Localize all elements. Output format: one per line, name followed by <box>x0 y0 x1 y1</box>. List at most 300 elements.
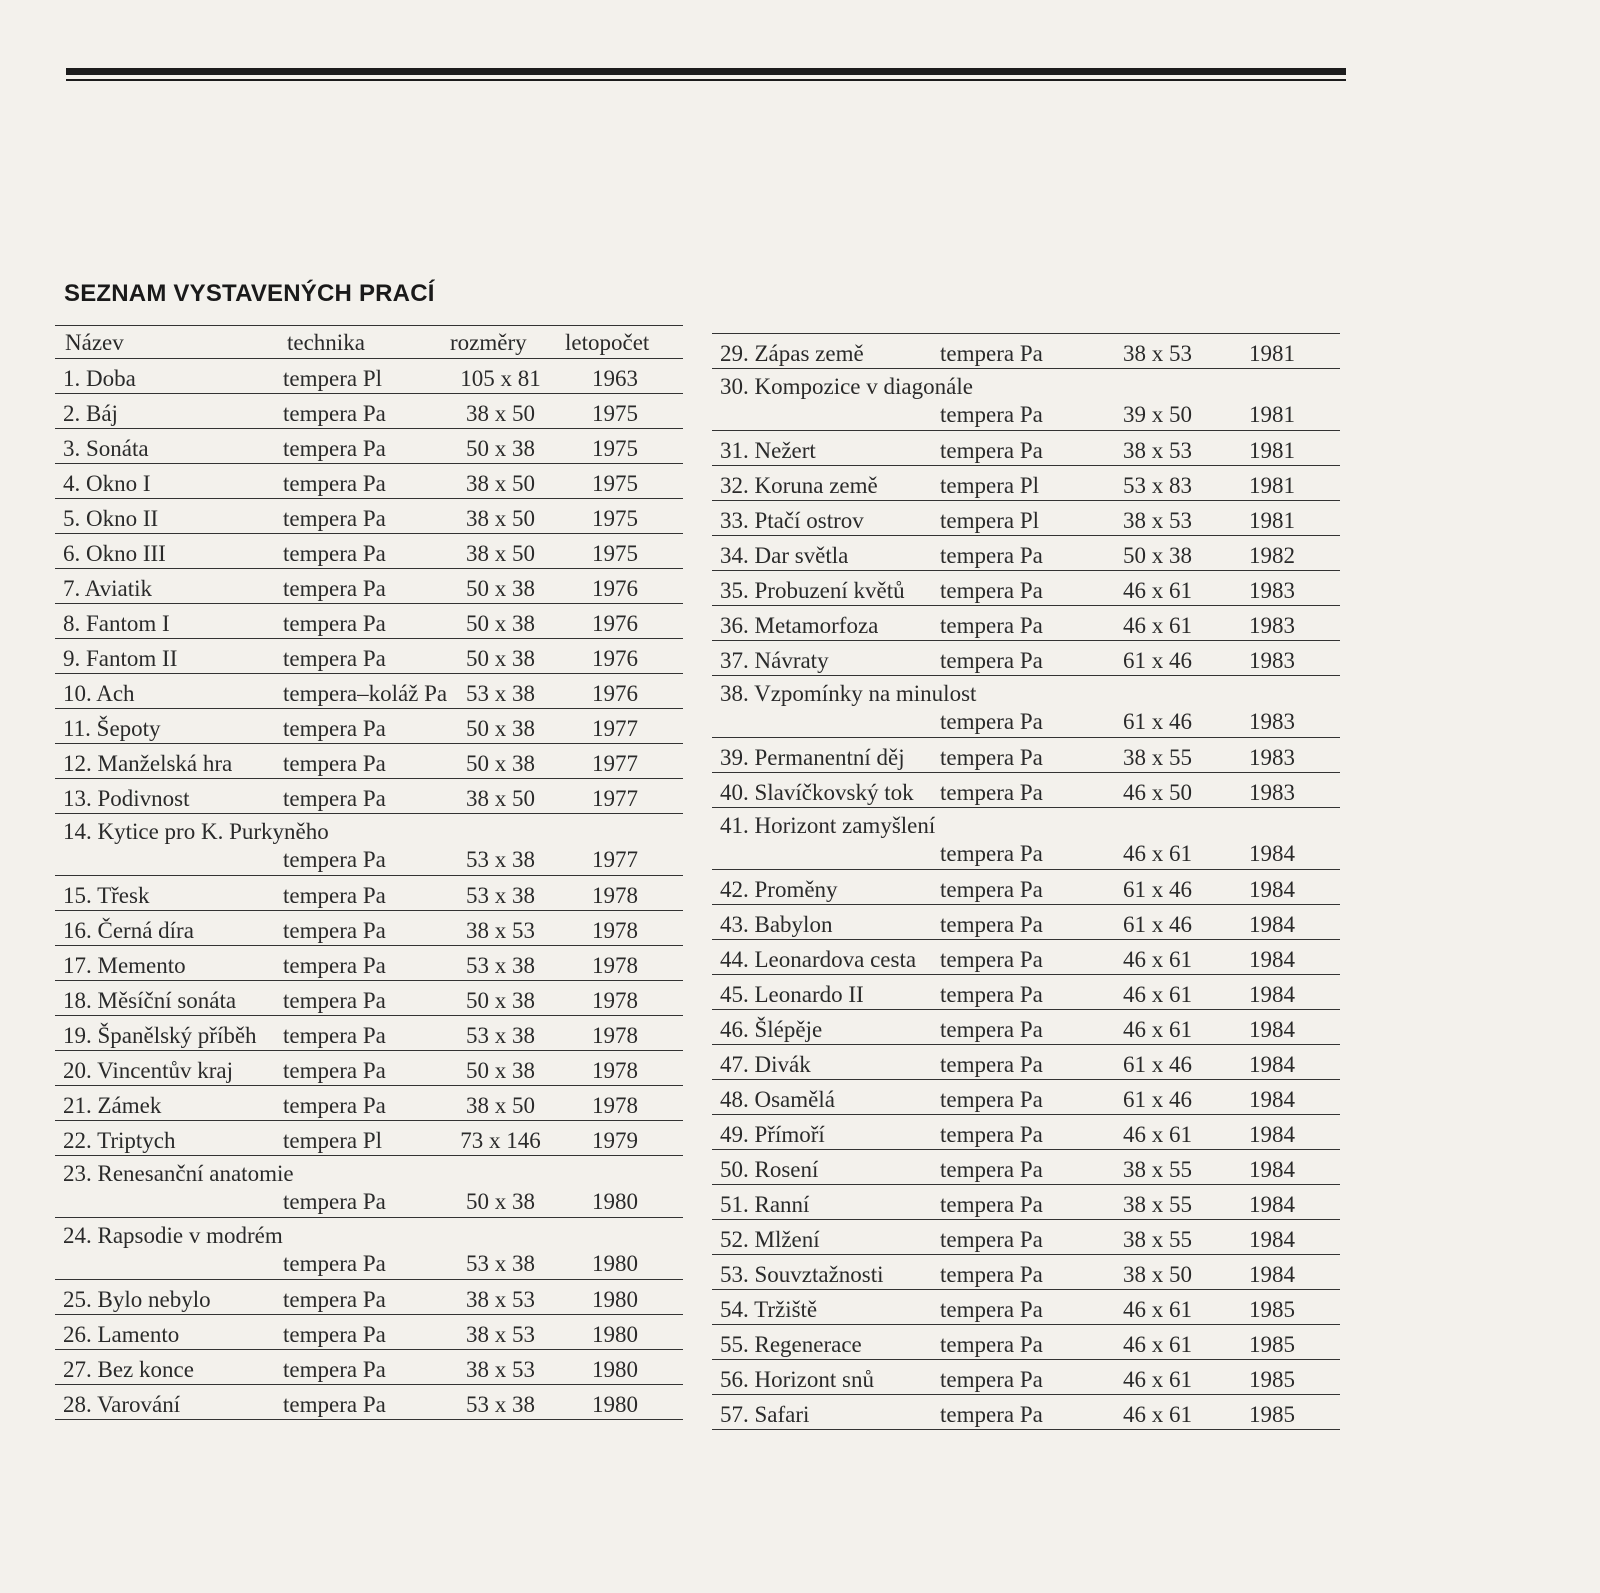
work-size: 38 x 50 <box>466 541 535 566</box>
work-name: Rosení <box>754 1157 819 1182</box>
work-technique: tempera Pa <box>283 751 386 776</box>
work-name: Nežert <box>754 438 816 463</box>
work-title <box>63 612 170 635</box>
work-year: 1984 <box>1249 982 1295 1007</box>
work-technique: tempera Pl <box>940 473 1039 498</box>
table-row <box>55 1016 683 1051</box>
work-size: 46 x 61 <box>1123 613 1192 638</box>
work-technique: tempera Pl <box>283 1128 382 1153</box>
table-row <box>712 738 1340 773</box>
work-number: 14. <box>63 819 92 844</box>
table-row <box>712 1150 1340 1185</box>
work-name: Vincentův kraj <box>97 1058 234 1083</box>
work-title <box>720 983 864 1006</box>
work-number: 57. <box>720 1402 749 1427</box>
work-number: 11. <box>63 716 91 741</box>
work-number: 31. <box>720 438 749 463</box>
work-number: 48. <box>720 1087 749 1112</box>
work-name: Renesanční anatomie <box>97 1161 294 1186</box>
work-size: 46 x 61 <box>1123 982 1192 1007</box>
work-year: 1975 <box>592 471 638 496</box>
work-title <box>63 989 236 1012</box>
work-year: 1978 <box>592 988 638 1013</box>
work-number: 22. <box>63 1128 92 1153</box>
work-size: 38 x 55 <box>1123 1227 1192 1252</box>
work-title <box>720 1403 809 1426</box>
work-number: 53. <box>720 1262 749 1287</box>
work-year: 1984 <box>1249 1227 1295 1252</box>
work-name: Dar světla <box>754 543 849 568</box>
work-number: 13. <box>63 786 92 811</box>
work-technique: tempera Pa <box>940 745 1043 770</box>
work-size: 38 x 50 <box>466 786 535 811</box>
table-row <box>55 429 683 464</box>
work-name: Tržiště <box>754 1297 818 1322</box>
work-title <box>63 820 329 843</box>
work-technique: tempera Pa <box>940 1332 1043 1357</box>
table-row <box>712 1115 1340 1150</box>
work-year: 1978 <box>592 1058 638 1083</box>
work-title <box>63 577 152 600</box>
work-title <box>63 1224 283 1247</box>
work-title <box>63 647 177 670</box>
work-name: Leonardova cesta <box>754 947 917 972</box>
work-title <box>63 1059 233 1082</box>
table-row <box>55 534 683 569</box>
work-title <box>63 1129 175 1152</box>
work-size: 38 x 55 <box>1123 1157 1192 1182</box>
work-technique: tempera Pa <box>283 786 386 811</box>
work-technique: tempera Pa <box>940 1157 1043 1182</box>
work-number: 3. <box>63 436 81 461</box>
work-year: 1984 <box>1249 1017 1295 1042</box>
work-title <box>63 1162 294 1185</box>
work-year: 1980 <box>592 1251 638 1276</box>
table-row <box>55 1051 683 1086</box>
work-size: 46 x 50 <box>1123 780 1192 805</box>
table-row <box>712 1045 1340 1080</box>
work-name: Horizont snů <box>754 1367 874 1392</box>
work-number: 42. <box>720 877 749 902</box>
work-year: 1975 <box>592 506 638 531</box>
work-name: Triptych <box>97 1128 176 1153</box>
work-size: 61 x 46 <box>1123 648 1192 673</box>
work-size: 61 x 46 <box>1123 877 1192 902</box>
header-year: letopočet <box>565 330 650 355</box>
work-number: 46. <box>720 1017 749 1042</box>
work-technique: tempera Pa <box>283 611 386 636</box>
work-size: 73 x 146 <box>460 1128 541 1153</box>
work-number: 2. <box>63 401 81 426</box>
work-year: 1980 <box>592 1287 638 1312</box>
work-title <box>720 682 976 705</box>
table-row <box>712 1360 1340 1395</box>
work-title <box>720 544 848 567</box>
work-title <box>63 1024 257 1047</box>
top-rule-thin <box>66 79 1346 81</box>
table-row <box>712 773 1340 808</box>
work-title <box>63 682 135 705</box>
work-name: Horizont zamyšlení <box>754 813 936 838</box>
work-title <box>63 1323 179 1346</box>
work-title <box>63 919 194 942</box>
rows-right <box>712 334 1340 1430</box>
work-technique: tempera Pa <box>940 947 1043 972</box>
work-size: 38 x 53 <box>1123 508 1192 533</box>
work-technique: tempera Pa <box>283 1392 386 1417</box>
table-row <box>712 501 1340 536</box>
work-name: Šepoty <box>96 716 161 741</box>
work-name: Lamento <box>97 1322 180 1347</box>
rows-left <box>55 359 683 1420</box>
header-name: Název <box>65 330 124 355</box>
work-number: 6. <box>63 541 81 566</box>
work-size: 50 x 38 <box>466 716 535 741</box>
work-number: 30. <box>720 374 749 399</box>
table-row <box>55 639 683 674</box>
work-name: Podivnost <box>97 786 190 811</box>
table-row <box>712 676 1340 738</box>
work-title <box>720 375 973 398</box>
work-number: 55. <box>720 1332 749 1357</box>
table-row <box>712 1290 1340 1325</box>
work-number: 5. <box>63 506 81 531</box>
table-row <box>712 466 1340 501</box>
table-row <box>712 334 1340 369</box>
work-year: 1981 <box>1249 341 1295 366</box>
work-name: Safari <box>754 1402 810 1427</box>
work-number: 45. <box>720 982 749 1007</box>
work-number: 9. <box>63 646 81 671</box>
work-technique: tempera Pa <box>283 1189 386 1214</box>
work-size: 46 x 61 <box>1123 1367 1192 1392</box>
work-name: Varování <box>97 1392 181 1417</box>
table-row <box>55 1280 683 1315</box>
top-rule-thick <box>66 68 1346 75</box>
table-row <box>55 814 683 876</box>
work-year: 1985 <box>1249 1297 1295 1322</box>
work-name: Metamorfoza <box>754 613 879 638</box>
table-header <box>55 325 683 359</box>
work-technique: tempera Pa <box>283 953 386 978</box>
work-name: Bez konce <box>97 1357 194 1382</box>
table-row <box>55 499 683 534</box>
work-year: 1983 <box>1249 745 1295 770</box>
work-year: 1983 <box>1249 780 1295 805</box>
work-title <box>720 1228 820 1251</box>
work-technique: tempera Pa <box>940 1087 1043 1112</box>
work-size: 53 x 38 <box>466 1251 535 1276</box>
work-size: 38 x 50 <box>466 1093 535 1118</box>
work-technique: tempera Pa <box>283 918 386 943</box>
work-size: 38 x 53 <box>466 1287 535 1312</box>
work-number: 17. <box>63 953 92 978</box>
work-size: 105 x 81 <box>460 366 541 391</box>
work-number: 21. <box>63 1093 92 1118</box>
table-row <box>55 674 683 709</box>
work-number: 12. <box>63 751 92 776</box>
work-number: 37. <box>720 648 749 673</box>
work-year: 1984 <box>1249 912 1295 937</box>
work-title <box>63 1393 180 1416</box>
work-name: Manželská hra <box>97 751 233 776</box>
work-technique: tempera Pa <box>940 543 1043 568</box>
work-year: 1975 <box>592 541 638 566</box>
work-title <box>63 1094 161 1117</box>
work-technique: tempera Pa <box>283 1357 386 1382</box>
work-technique: tempera Pa <box>940 1017 1043 1042</box>
work-size: 38 x 50 <box>466 471 535 496</box>
table-row <box>712 369 1340 431</box>
work-title <box>720 1053 811 1076</box>
table-row <box>55 946 683 981</box>
work-year: 1984 <box>1249 1122 1295 1147</box>
work-title <box>720 878 838 901</box>
work-title <box>720 781 914 804</box>
work-size: 50 x 38 <box>466 988 535 1013</box>
work-technique: tempera Pa <box>940 578 1043 603</box>
work-number: 10. <box>63 681 92 706</box>
work-technique: tempera Pa <box>940 780 1043 805</box>
work-year: 1963 <box>592 366 638 391</box>
work-technique: tempera Pa <box>283 988 386 1013</box>
work-name: Souvztažnosti <box>754 1262 884 1287</box>
table-row <box>55 1350 683 1385</box>
work-year: 1978 <box>592 953 638 978</box>
work-year: 1978 <box>592 1093 638 1118</box>
work-year: 1984 <box>1249 1087 1295 1112</box>
work-year: 1981 <box>1249 402 1295 427</box>
work-year: 1985 <box>1249 1367 1295 1392</box>
work-technique: tempera Pa <box>940 877 1043 902</box>
work-technique: tempera Pa <box>940 613 1043 638</box>
table-row <box>712 870 1340 905</box>
work-name: Bylo nebylo <box>97 1287 211 1312</box>
work-year: 1976 <box>592 646 638 671</box>
work-size: 38 x 53 <box>1123 438 1192 463</box>
work-size: 38 x 50 <box>1123 1262 1192 1287</box>
work-year: 1978 <box>592 1023 638 1048</box>
work-title <box>63 472 151 495</box>
table-row <box>712 905 1340 940</box>
work-title <box>63 437 149 460</box>
work-year: 1980 <box>592 1322 638 1347</box>
work-year: 1982 <box>1249 543 1295 568</box>
work-number: 40. <box>720 780 749 805</box>
work-size: 38 x 50 <box>466 401 535 426</box>
work-name: Mlžení <box>754 1227 820 1252</box>
work-number: 18. <box>63 988 92 1013</box>
work-title <box>63 1358 194 1381</box>
work-year: 1981 <box>1249 438 1295 463</box>
work-technique: tempera Pa <box>283 1251 386 1276</box>
table-row <box>55 394 683 429</box>
work-number: 54. <box>720 1297 749 1322</box>
page-title: SEZNAM VYSTAVENÝCH PRACÍ <box>64 280 435 307</box>
table-row <box>712 975 1340 1010</box>
work-name: Regenerace <box>754 1332 862 1357</box>
work-name: Černá díra <box>97 918 194 943</box>
work-technique: tempera Pa <box>283 883 386 908</box>
work-technique: tempera Pl <box>940 508 1039 533</box>
work-title <box>720 913 832 936</box>
work-year: 1976 <box>592 681 638 706</box>
table-row <box>712 1010 1340 1045</box>
work-title <box>63 1288 211 1311</box>
work-title <box>720 948 916 971</box>
work-title <box>720 649 829 672</box>
table-row <box>55 981 683 1016</box>
work-name: Babylon <box>754 912 833 937</box>
work-year: 1980 <box>592 1357 638 1382</box>
work-name: Ptačí ostrov <box>754 508 864 533</box>
work-year: 1976 <box>592 611 638 636</box>
work-technique: tempera Pa <box>283 1322 386 1347</box>
work-name: Návraty <box>754 648 829 673</box>
work-name: Fantom II <box>86 646 178 671</box>
work-size: 50 x 38 <box>466 751 535 776</box>
work-size: 50 x 38 <box>466 611 535 636</box>
work-technique: tempera Pa <box>940 912 1043 937</box>
work-name: Rapsodie v modrém <box>97 1223 283 1248</box>
work-name: Permanentní děj <box>754 745 905 770</box>
work-name: Báj <box>86 401 118 426</box>
work-name: Divák <box>754 1052 811 1077</box>
work-year: 1985 <box>1249 1402 1295 1427</box>
work-year: 1984 <box>1249 841 1295 866</box>
work-size: 38 x 53 <box>1123 341 1192 366</box>
header-size: rozměry <box>450 330 527 355</box>
work-technique: tempera Pa <box>940 1227 1043 1252</box>
work-size: 50 x 38 <box>466 1058 535 1083</box>
work-year: 1985 <box>1249 1332 1295 1357</box>
work-technique: tempera Pa <box>283 471 386 496</box>
work-year: 1978 <box>592 883 638 908</box>
work-technique: tempera Pl <box>283 366 382 391</box>
work-name: Proměny <box>754 877 838 902</box>
work-year: 1977 <box>592 716 638 741</box>
work-size: 53 x 38 <box>466 953 535 978</box>
work-size: 38 x 55 <box>1123 1192 1192 1217</box>
work-technique: tempera Pa <box>940 1052 1043 1077</box>
work-year: 1983 <box>1249 648 1295 673</box>
table-row <box>712 571 1340 606</box>
work-name: Šlépěje <box>754 1017 823 1042</box>
work-year: 1980 <box>592 1189 638 1214</box>
work-technique: tempera Pa <box>940 1367 1043 1392</box>
work-number: 47. <box>720 1052 749 1077</box>
work-number: 19. <box>63 1023 92 1048</box>
work-number: 52. <box>720 1227 749 1252</box>
work-title <box>720 439 816 462</box>
table-row <box>55 359 683 394</box>
table-row <box>55 744 683 779</box>
work-number: 50. <box>720 1157 749 1182</box>
work-number: 8. <box>63 611 81 636</box>
work-number: 20. <box>63 1058 92 1083</box>
work-technique: tempera Pa <box>940 648 1043 673</box>
work-size: 53 x 38 <box>466 1023 535 1048</box>
work-name: Ach <box>96 681 135 706</box>
work-title <box>63 884 149 907</box>
work-number: 7. <box>63 576 81 601</box>
work-technique: tempera Pa <box>283 1287 386 1312</box>
work-year: 1976 <box>592 576 638 601</box>
work-number: 43. <box>720 912 749 937</box>
work-year: 1984 <box>1249 877 1295 902</box>
work-name: Leonardo II <box>754 982 864 1007</box>
work-title <box>63 367 136 390</box>
work-size: 61 x 46 <box>1123 1087 1192 1112</box>
table-row <box>712 1255 1340 1290</box>
work-size: 46 x 61 <box>1123 1017 1192 1042</box>
work-size: 38 x 55 <box>1123 745 1192 770</box>
work-number: 41. <box>720 813 749 838</box>
work-technique: tempera Pa <box>283 401 386 426</box>
work-size: 46 x 61 <box>1123 947 1192 972</box>
table-row <box>55 1086 683 1121</box>
work-technique: tempera–koláž Pa <box>283 681 448 706</box>
work-title <box>720 746 905 769</box>
work-number: 44. <box>720 947 749 972</box>
work-title <box>63 507 158 530</box>
table-row <box>712 1080 1340 1115</box>
work-name: Kompozice v diagonále <box>754 374 973 399</box>
work-size: 61 x 46 <box>1123 912 1192 937</box>
work-size: 38 x 53 <box>466 1357 535 1382</box>
work-name: Přímoří <box>754 1122 825 1147</box>
table-row <box>55 1218 683 1280</box>
work-title <box>720 342 864 365</box>
work-title <box>63 717 161 740</box>
work-year: 1984 <box>1249 1192 1295 1217</box>
work-size: 39 x 50 <box>1123 402 1192 427</box>
work-title <box>720 1298 817 1321</box>
table-row <box>712 1220 1340 1255</box>
work-number: 16. <box>63 918 92 943</box>
work-technique: tempera Pa <box>283 1093 386 1118</box>
work-size: 46 x 61 <box>1123 578 1192 603</box>
work-title <box>720 579 905 602</box>
work-year: 1984 <box>1249 1157 1295 1182</box>
work-name: Ranní <box>754 1192 810 1217</box>
work-technique: tempera Pa <box>940 709 1043 734</box>
work-technique: tempera Pa <box>940 1122 1043 1147</box>
work-size: 50 x 38 <box>466 1189 535 1214</box>
work-name: Kytice pro K. Purkyněho <box>97 819 329 844</box>
work-size: 53 x 83 <box>1123 473 1192 498</box>
table-row <box>712 431 1340 466</box>
work-technique: tempera Pa <box>283 506 386 531</box>
work-year: 1980 <box>592 1392 638 1417</box>
work-size: 50 x 38 <box>466 436 535 461</box>
work-technique: tempera Pa <box>940 438 1043 463</box>
work-name: Aviatik <box>84 576 153 601</box>
work-size: 46 x 61 <box>1123 1402 1192 1427</box>
work-title <box>63 787 190 810</box>
work-title <box>63 542 166 565</box>
work-number: 39. <box>720 745 749 770</box>
work-year: 1975 <box>592 401 638 426</box>
work-name: Sonáta <box>86 436 149 461</box>
work-number: 33. <box>720 508 749 533</box>
work-year: 1984 <box>1249 1262 1295 1287</box>
work-year: 1977 <box>592 786 638 811</box>
work-technique: tempera Pa <box>283 436 386 461</box>
work-title <box>720 1333 862 1356</box>
work-name: Doba <box>86 366 136 391</box>
work-name: Měsíční sonáta <box>97 988 237 1013</box>
